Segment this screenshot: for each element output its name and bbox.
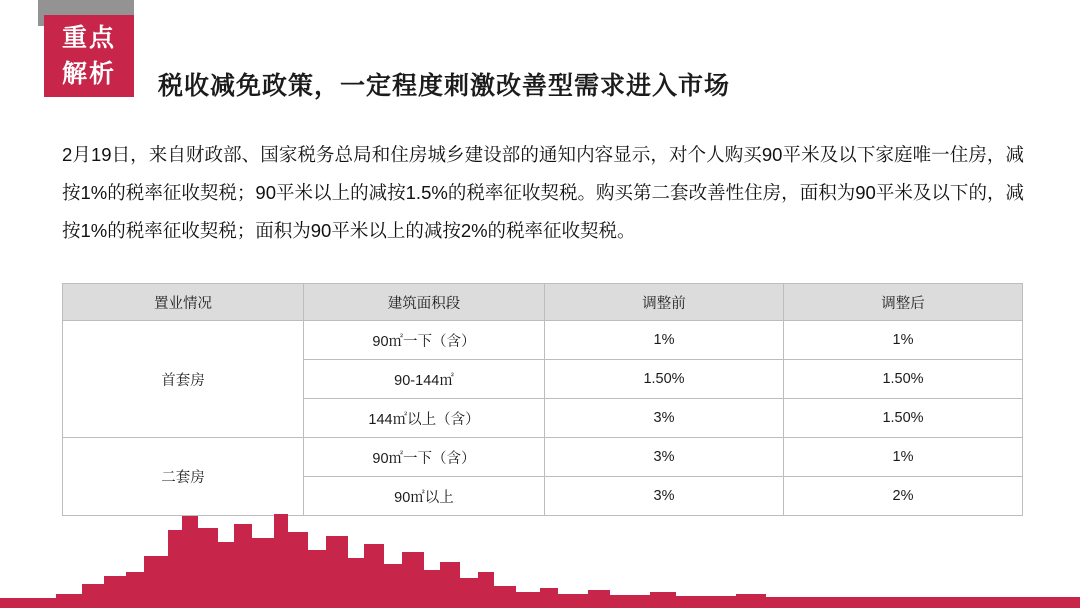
cell-after: 2%	[784, 477, 1023, 516]
cell-before: 1%	[545, 321, 784, 360]
cell-area: 144㎡以上（含）	[304, 399, 545, 438]
cell-before: 1.50%	[545, 360, 784, 399]
city-skyline-decoration	[0, 498, 1080, 608]
table-row	[63, 438, 1023, 477]
cell-area: 90㎡以上	[304, 477, 545, 516]
cell-after: 1%	[784, 321, 1023, 360]
tax-rate-table	[62, 283, 1023, 516]
table-header-cell-3: 调整后	[784, 284, 1023, 321]
body-paragraph: 2月19日，来自财政部、国家税务总局和住房城乡建设部的通知内容显示，对个人购买90平米及以下家庭唯一住房，减按1%的税率征收契税；90平米以上的减按1.5%的税率征收契税。购买第二套改善性住房，面积为90平米及以下的，减按1%的税率征收契税；面积为90平米以上的减按2%的税率征收契税。	[62, 144, 1024, 241]
section-badge-line-1: 重点	[61, 24, 116, 52]
group-label-first-home: 首套房	[63, 321, 304, 438]
cell-before: 3%	[545, 438, 784, 477]
cell-after: 1.50%	[784, 399, 1023, 438]
group-label-second-home: 二套房	[63, 438, 304, 516]
cell-before: 3%	[545, 399, 784, 438]
section-badge-line-2: 解析	[61, 60, 116, 88]
data-table-container	[62, 283, 1018, 516]
table-row	[63, 321, 1023, 360]
table-header-cell-1: 建筑面积段	[304, 284, 545, 321]
table-header-row	[63, 284, 1023, 321]
table-body	[63, 321, 1023, 516]
cell-after: 1.50%	[784, 360, 1023, 399]
table-head	[63, 284, 1023, 321]
table-header-cell-0: 置业情况	[63, 284, 304, 321]
page-title: 税收减免政策，一定程度刺激改善型需求进入市场	[158, 72, 731, 100]
cell-area: 90-144㎡	[304, 360, 545, 399]
cell-after: 1%	[784, 438, 1023, 477]
cell-before: 3%	[545, 477, 784, 516]
cell-area: 90㎡一下（含）	[304, 438, 545, 477]
table-header-cell-2: 调整前	[545, 284, 784, 321]
section-badge	[44, 15, 134, 97]
cell-area: 90㎡一下（含）	[304, 321, 545, 360]
